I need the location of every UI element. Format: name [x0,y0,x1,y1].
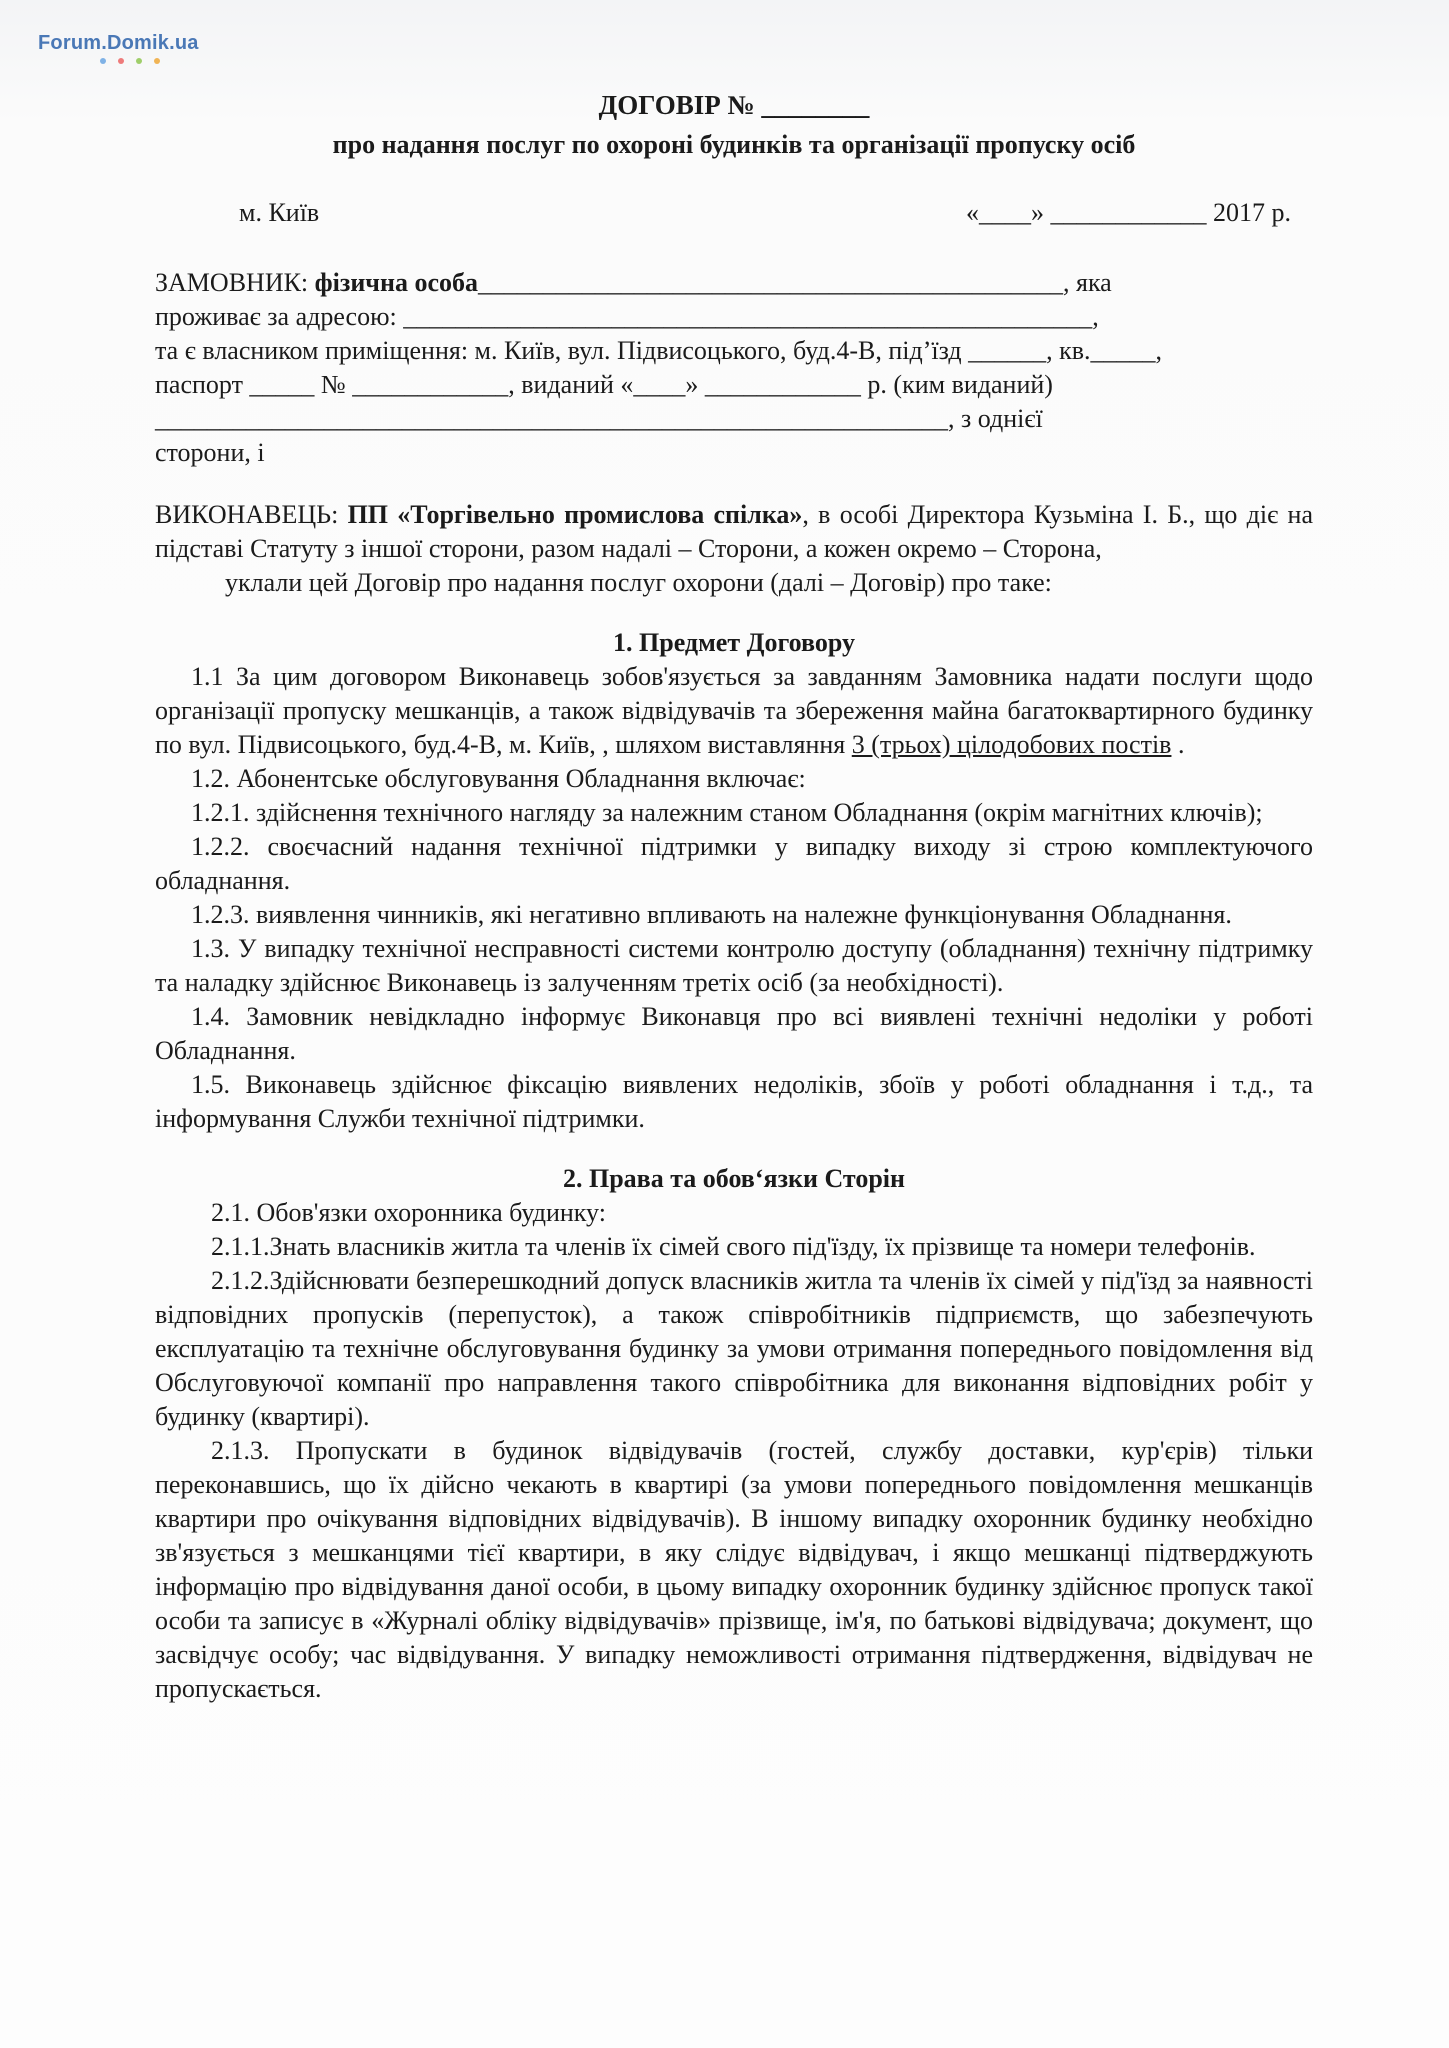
city: м. Київ [239,198,320,227]
clause-1-2-3: 1.2.3. виявлення чинників, які негативно впливають на належне функціонування Обладнання. [191,900,1232,929]
section-1-title: 1. Предмет Договору [613,628,855,657]
clause-1-5: 1.5. Виконавець здійснює фіксацію виявлених недоліків, збоїв у роботі обладнання і т.д., та інформування Служби технічної підтримки. [155,1070,1313,1133]
date: «____» ____________ 2017 р. [966,198,1291,227]
contract-title: ДОГОВІР № ________ [598,90,870,120]
clause-1-1-text: 1.1 За цим договором Виконавець зобов'язується за завданням Замовника надати послуги щодо організації пропуску мешканців, а також відвідувачів та збереження майна багатоквартирного будинку по вул. Підвисоцького, буд.4-В, м. Київ, , шляхом виставляння [155,662,1313,759]
customer-line-5: _____________________________________________________________, з однієї [155,404,1043,433]
customer-line-4: паспорт _____ № ____________, виданий «____» ____________ р. (ким виданий) [155,370,1053,399]
clause-2-1-2: 2.1.2.Здійснювати безперешкодний допуск власників житла та членів їх сімей у під'їзд за наявності відповідних пропусків (перепусток), а також співробітників підприємств, що забезпечують експлуатацію та технічне обслуговування будинку за умови отримання попереднього повідомлення від Обслуговуючої компанії про направлення такого співробітника для виконання відповідних робіт у будинку (квартирі). [155,1266,1313,1431]
document-body [155,88,1313,1706]
clause-2-1-1: 2.1.1.Знать власників житла та членів їх сімей свого під'їзду, їх прізвище та номери телефонів. [211,1232,1256,1261]
customer-line-6: сторони, і [155,438,265,467]
customer-line-2: проживає за адресою: _____________________________________________________, [155,302,1099,331]
customer-line-1 [155,266,1313,300]
clause-1-2: 1.2. Абонентське обслуговування Обладнання включає: [191,764,806,793]
clause-1-1-underline: 3 (трьох) цілодобових постів [851,730,1172,759]
clause-1-1 [155,660,1313,762]
contractor-tail: , в особі Директора Кузьміна І. Б., що діє на підставі Статуту з іншої сторони, разом надалі – Сторони, а кожен окремо – Сторона, [155,500,1313,563]
watermark-dots [100,58,160,64]
customer-type: фізична особа [314,268,478,297]
clause-1-1-end: . [1171,730,1185,759]
contractor-name: ПП «Торгівельно промислова спілка» [347,500,803,529]
customer-tail: _____________________________________________, яка [477,268,1112,297]
customer-line-3: та є власником приміщення: м. Київ, вул. Підвисоцького, буд.4-В, під’їзд ______, кв._____, [155,336,1163,365]
watermark-logo: Forum.Domik.ua [38,32,199,54]
clause-1-2-1: 1.2.1. здійснення технічного нагляду за належним станом Обладнання (окрім магнітних ключів); [191,798,1263,827]
contractor-block [155,498,1313,600]
section-2-title: 2. Права та обов‘язки Сторін [562,1164,906,1193]
contractor-label: ВИКОНАВЕЦЬ: [155,500,348,529]
clause-1-2-2: 1.2.2. своєчасний надання технічної підтримки у випадку виходу зі строю комплектуючого обладнання. [155,832,1313,895]
clause-2-1: 2.1. Обов'язки охоронника будинку: [211,1198,606,1227]
contractor-paragraph [155,498,1313,566]
concluded-line: уклали цей Договір про надання послуг охорони (далі – Договір) про таке: [225,568,1052,597]
city-date-line [155,196,1313,230]
contract-subtitle: про надання послуг по охороні будинків та організації пропуску осіб [332,130,1136,159]
clause-2-1-3: 2.1.3. Пропускати в будинок відвідувачів (гостей, службу доставки, кур'єрів) тільки переконавшись, що їх дійсно чекають в квартирі (за умови попереднього повідомлення мешканців квартири про очікування відповідних відвідувачів). В іншому випадку охоронник будинку необхідно зв'язується з мешканцями тієї квартири, в яку слідує відвідувач, і якщо мешканці підтверджують інформацію про відвідування даної особи, в цьому випадку охоронник будинку здійснює пропуск такої особи та записує в «Журналі обліку відвідувачів» прізвище, ім'я, по батькові відвідувача; документ, що засвідчує особу; час відвідування. У випадку неможливості отримання підтвердження, відвідувач не пропускається. [155,1436,1313,1703]
customer-label: ЗАМОВНИК: [155,268,315,297]
clause-1-4: 1.4. Замовник невідкладно інформує Виконавця про всі виявлені технічні недоліки у роботі Обладнання. [155,1002,1313,1065]
clause-1-3: 1.3. У випадку технічної несправності системи контролю доступу (обладнання) технічну підтримку та наладку здійснює Виконавець із залученням третіх осіб (за необхідності). [155,934,1313,997]
customer-block [155,266,1313,470]
